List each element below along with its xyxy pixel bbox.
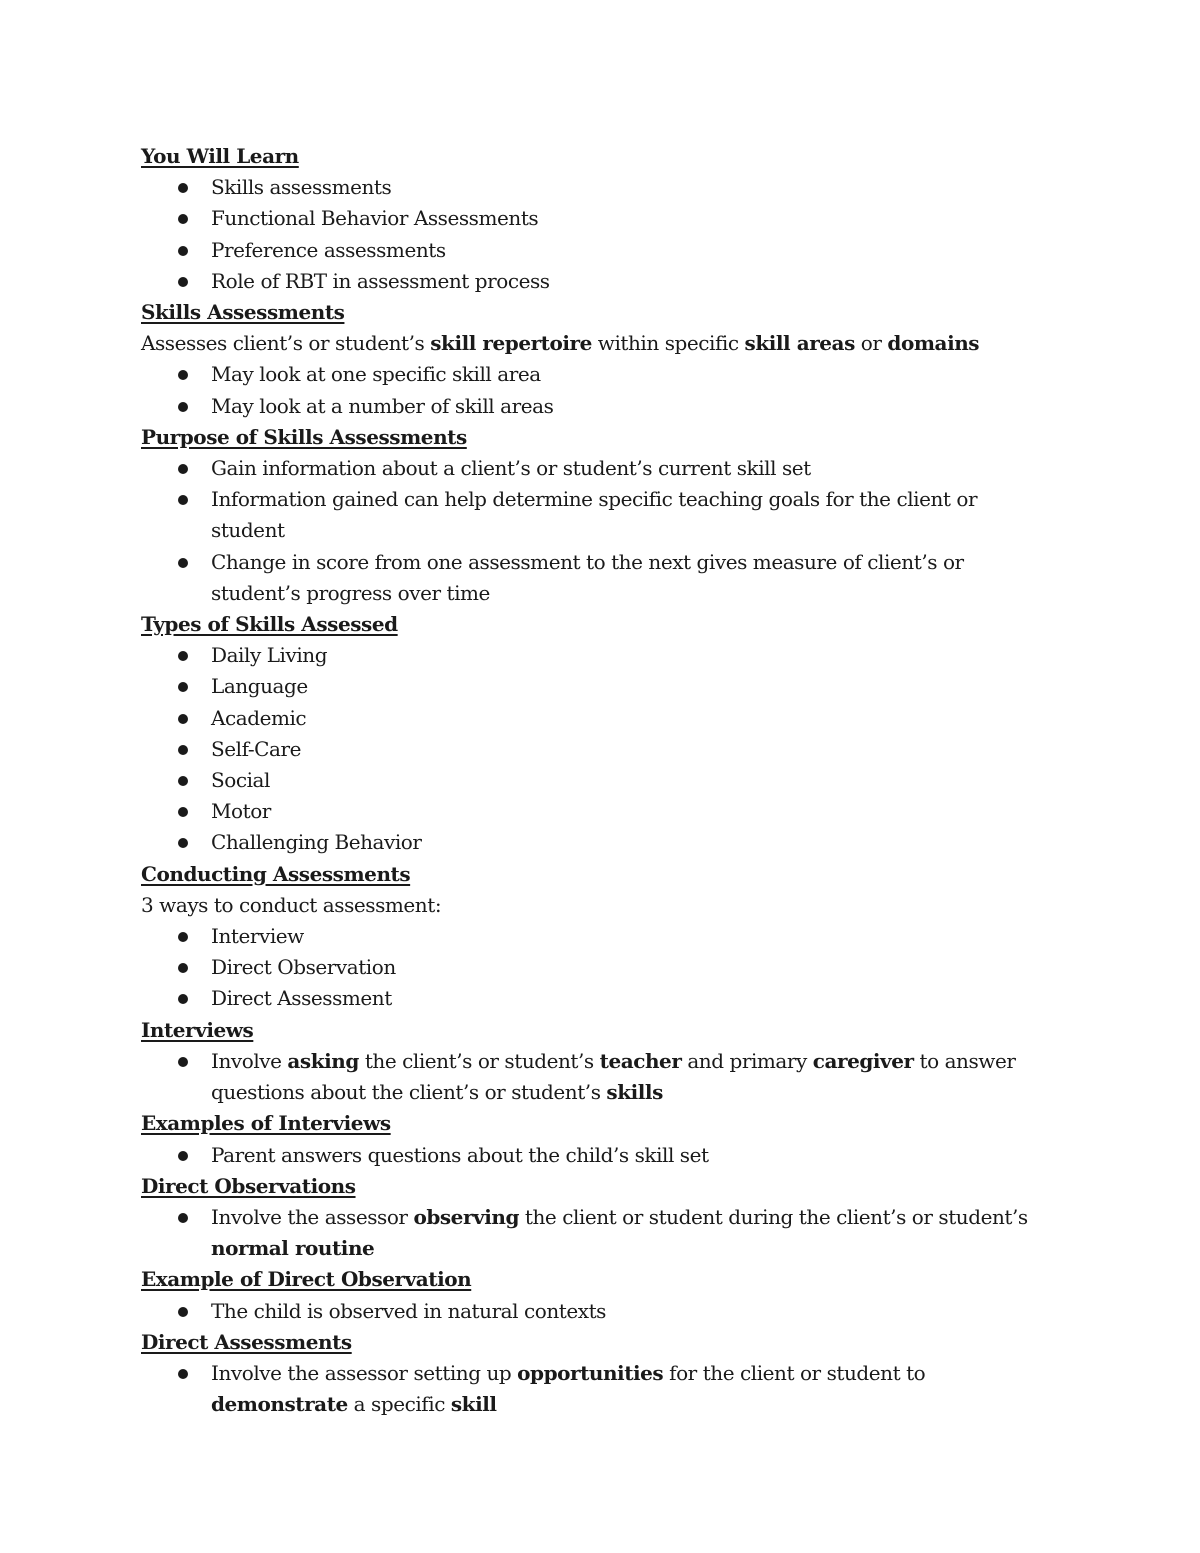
list-item xyxy=(141,1358,1041,1420)
bullet-icon xyxy=(178,714,188,724)
bullet-icon xyxy=(178,495,188,505)
text-run: Involve xyxy=(211,1048,288,1073)
text-run: Gain information about a client’s or student’s current skill set xyxy=(211,456,811,481)
bold-term: normal routine xyxy=(211,1236,375,1261)
section-interviews xyxy=(141,1015,1041,1109)
document-page xyxy=(141,141,1041,1420)
list-item xyxy=(141,983,1041,1014)
text-run: Assesses client’s or student’s xyxy=(141,331,431,356)
text-run: Motor xyxy=(211,799,271,824)
section-heading: Skills Assessments xyxy=(141,300,345,325)
list-item xyxy=(141,453,1041,484)
list-item xyxy=(141,266,1041,297)
bold-term: domains xyxy=(887,331,980,356)
bold-term: skill areas xyxy=(744,331,855,356)
bullet-icon xyxy=(178,183,188,193)
bullet-list xyxy=(141,172,1041,297)
bullet-list xyxy=(141,1046,1041,1108)
bullet-icon xyxy=(178,963,188,973)
list-item xyxy=(141,734,1041,765)
list-item xyxy=(141,640,1041,671)
section-conducting-assessments xyxy=(141,859,1041,1015)
bullet-icon xyxy=(178,994,188,1004)
text-run: and primary xyxy=(681,1048,813,1073)
list-item xyxy=(141,827,1041,858)
text-run: Interview xyxy=(211,924,304,949)
bullet-icon xyxy=(178,776,188,786)
section-heading: Purpose of Skills Assessments xyxy=(141,424,467,449)
section-skills-assessments xyxy=(141,297,1041,422)
section-paragraph xyxy=(141,328,1041,359)
bold-term: skill xyxy=(450,1392,497,1417)
list-item xyxy=(141,1296,1041,1327)
bold-term: skills xyxy=(606,1080,663,1105)
bullet-icon xyxy=(178,807,188,817)
bullet-icon xyxy=(178,214,188,224)
text-run: or xyxy=(854,331,888,356)
list-item xyxy=(141,1202,1041,1264)
text-run: Academic xyxy=(211,705,307,730)
section-purpose-of-skills-assessments xyxy=(141,422,1041,609)
list-item xyxy=(141,1046,1041,1108)
list-item xyxy=(141,172,1041,203)
section-example-of-direct-observation xyxy=(141,1264,1041,1326)
list-item xyxy=(141,952,1041,983)
bullet-icon xyxy=(178,370,188,380)
bullet-list xyxy=(141,640,1041,858)
list-item xyxy=(141,203,1041,234)
bullet-list xyxy=(141,1202,1041,1264)
text-run: Challenging Behavior xyxy=(211,830,422,855)
text-run: to answer questions about the client’s or student’s xyxy=(211,1048,1022,1105)
bullet-icon xyxy=(178,651,188,661)
text-run: the client or student during the client’s or student’s xyxy=(519,1204,1034,1229)
list-item xyxy=(141,359,1041,390)
list-item xyxy=(141,796,1041,827)
section-heading: Interviews xyxy=(141,1017,254,1042)
list-item xyxy=(141,391,1041,422)
text-run: Preference assessments xyxy=(211,237,446,262)
bullet-list xyxy=(141,1140,1041,1171)
text-run: Involve the assessor xyxy=(211,1204,414,1229)
bullet-icon xyxy=(178,1151,188,1161)
text-run: Skills assessments xyxy=(211,175,392,200)
section-heading: Example of Direct Observation xyxy=(141,1267,472,1292)
text-run: Language xyxy=(211,674,308,699)
section-heading: Examples of Interviews xyxy=(141,1111,391,1136)
bullet-icon xyxy=(178,745,188,755)
section-heading: Types of Skills Assessed xyxy=(141,612,398,637)
text-run: Information gained can help determine specific teaching goals for the client or student xyxy=(211,487,984,543)
bold-term: demonstrate xyxy=(211,1392,348,1417)
section-you-will-learn xyxy=(141,141,1041,297)
text-run: the client’s or student’s xyxy=(358,1048,600,1073)
section-heading: Conducting Assessments xyxy=(141,861,411,886)
text-run: Direct Observation xyxy=(211,955,396,980)
section-types-of-skills-assessed xyxy=(141,609,1041,859)
section-paragraph xyxy=(141,890,1041,921)
bold-term: asking xyxy=(287,1048,359,1073)
section-direct-observations xyxy=(141,1171,1041,1265)
bold-term: opportunities xyxy=(517,1360,664,1385)
section-heading: Direct Observations xyxy=(141,1173,356,1198)
text-run: 3 ways to conduct assessment: xyxy=(141,892,442,917)
bullet-list xyxy=(141,1358,1041,1420)
bullet-list xyxy=(141,921,1041,1015)
text-run: Role of RBT in assessment process xyxy=(211,268,550,293)
text-run: May look at a number of skill areas xyxy=(211,393,554,418)
bullet-icon xyxy=(178,932,188,942)
bullet-list xyxy=(141,359,1041,421)
text-run: for the client or student to xyxy=(663,1360,932,1385)
section-direct-assessments xyxy=(141,1327,1041,1421)
bold-term: skill repertoire xyxy=(430,331,592,356)
list-item xyxy=(141,671,1041,702)
text-run: Direct Assessment xyxy=(211,986,392,1011)
bold-term: observing xyxy=(413,1204,519,1229)
section-heading: Direct Assessments xyxy=(141,1329,352,1354)
text-run: Self-Care xyxy=(211,736,301,761)
bullet-icon xyxy=(178,1213,188,1223)
text-run: Change in score from one assessment to the next gives measure of client’s or student’s progress over time xyxy=(211,549,970,605)
text-run: Social xyxy=(211,768,270,793)
list-item xyxy=(141,703,1041,734)
text-run: May look at one specific skill area xyxy=(211,362,541,387)
bullet-icon xyxy=(178,402,188,412)
section-heading: You Will Learn xyxy=(141,144,299,168)
text-run: within specific xyxy=(591,331,745,356)
text-run: a specific xyxy=(347,1392,451,1417)
bullet-list xyxy=(141,453,1041,609)
bullet-icon xyxy=(178,682,188,692)
bullet-icon xyxy=(178,464,188,474)
bullet-icon xyxy=(178,558,188,568)
text-run: Parent answers questions about the child’s skill set xyxy=(211,1142,709,1167)
list-item xyxy=(141,547,1041,609)
bold-term: caregiver xyxy=(812,1048,914,1073)
bold-term: teacher xyxy=(599,1048,682,1073)
section-examples-of-interviews xyxy=(141,1108,1041,1170)
list-item xyxy=(141,484,1041,546)
list-item xyxy=(141,235,1041,266)
bullet-icon xyxy=(178,1307,188,1317)
bullet-icon xyxy=(178,1369,188,1379)
list-item xyxy=(141,765,1041,796)
bullet-icon xyxy=(178,246,188,256)
bullet-icon xyxy=(178,1057,188,1067)
list-item xyxy=(141,921,1041,952)
text-run: The child is observed in natural contexts xyxy=(211,1298,606,1323)
text-run: Involve the assessor setting up xyxy=(211,1360,518,1385)
list-item xyxy=(141,1140,1041,1171)
bullet-icon xyxy=(178,277,188,287)
bullet-list xyxy=(141,1296,1041,1327)
bullet-icon xyxy=(178,838,188,848)
text-run: Daily Living xyxy=(211,643,328,668)
text-run: Functional Behavior Assessments xyxy=(211,206,539,231)
